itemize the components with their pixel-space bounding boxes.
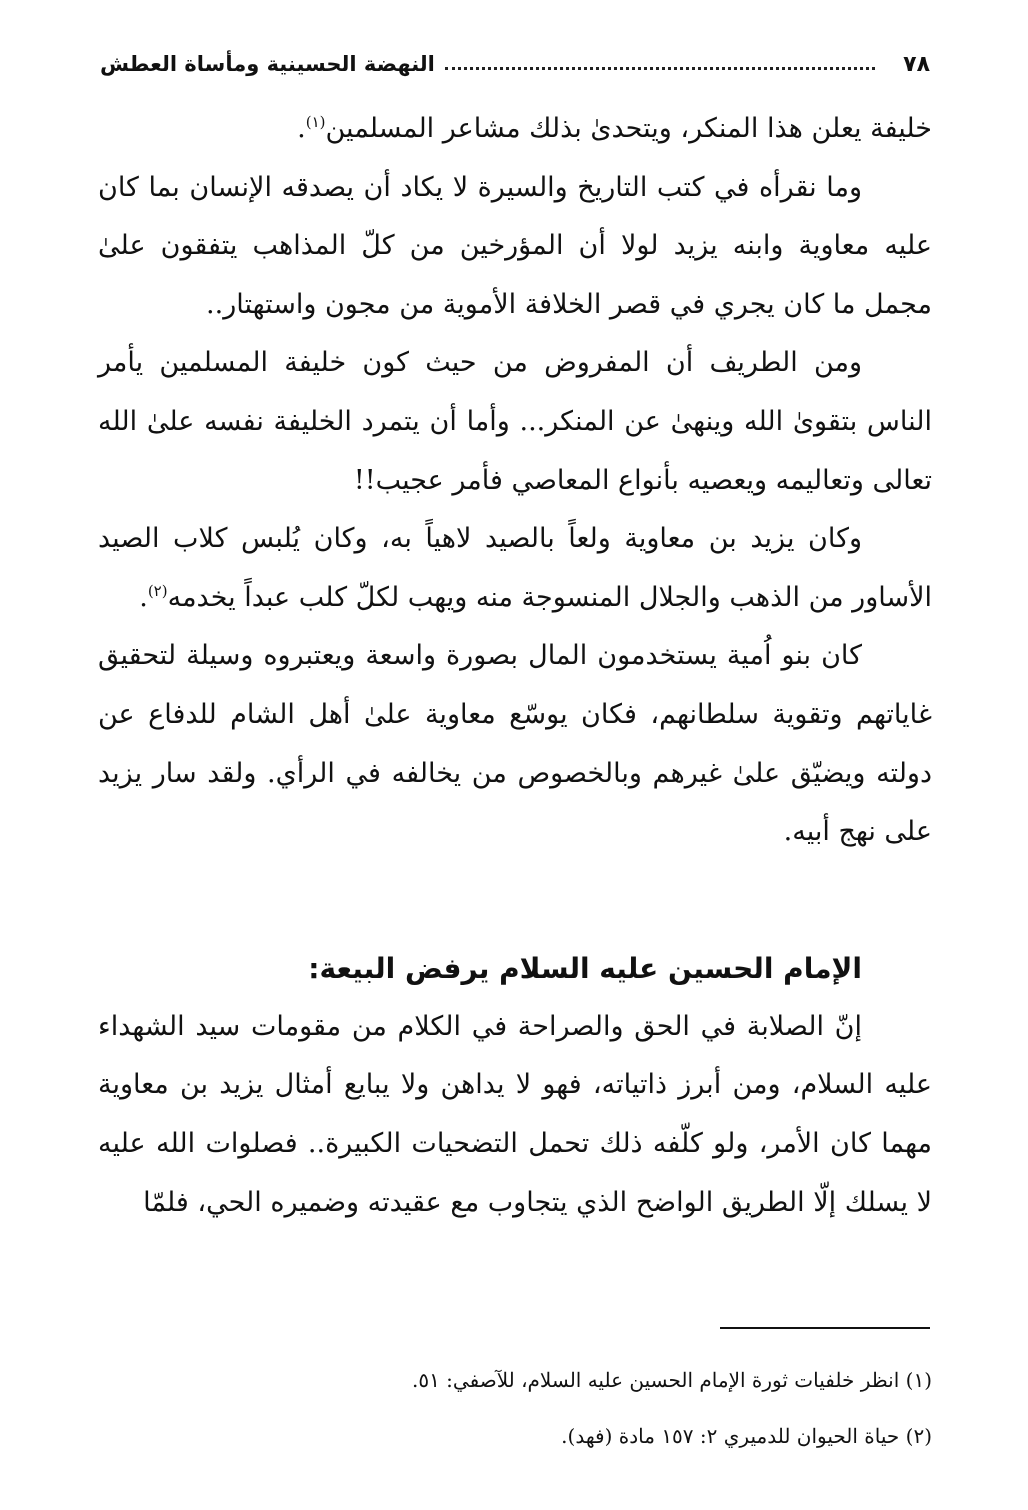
body-text	[98, 100, 932, 1232]
header-dotted-leader	[445, 67, 875, 70]
footnote-2: (٢) حياة الحيوان للدميري ٢: ١٥٧ مادة (فهد).	[561, 1424, 932, 1448]
paragraph-3: ومن الطريف أن المفروض من حيث كون خليفة المسلمين يأمر الناس بتقوىٰ الله وينهىٰ عن المنكر... وأما أن يتمرد الخليفة نفسه علىٰ الله تعالى وتعاليمه ويعصيه بأنواع المعاصي فأمر عجيب!!	[98, 347, 932, 496]
paragraph-4	[98, 510, 932, 627]
footnote-ref-1: (١)	[305, 113, 326, 131]
paragraph-1	[98, 100, 932, 159]
paragraph-4-end: .	[139, 581, 148, 613]
running-title: النهضة الحسينية ومأساة العطش	[100, 52, 435, 76]
paragraph-2: وما نقرأه في كتب التاريخ والسيرة لا يكاد أن يصدقه الإنسان بما كان عليه معاوية وابنه يزيد لولا أن المؤرخين من كلّ المذاهب يتفقون علىٰ مجمل ما كان يجري في قصر الخلافة الأموية من مجون واستهتار..	[98, 171, 932, 320]
page-header	[100, 44, 930, 84]
paragraph-1-text: خليفة يعلن هذا المنكر، ويتحدىٰ بذلك مشاعر المسلمين	[325, 113, 932, 144]
paragraph-5: كان بنو اُمية يستخدمون المال بصورة واسعة ويعتبروه وسيلة لتحقيق غاياتهم وتقوية سلطانهم، فكان يوسّع معاوية علىٰ أهل الشام للدفاع عن دولته ويضيّق علىٰ غيرهم وبالخصوص من يخالفه في الرأي. ولقد سار يزيد على نهج أبيه.	[98, 640, 932, 848]
footnotes	[98, 1352, 932, 1464]
section-heading: الإمام الحسين عليه السلام يرفض البيعة:	[308, 951, 862, 985]
footnote-separator	[720, 1327, 930, 1329]
footnote-1: (١) انظر خلفيات ثورة الإمام الحسين عليه السلام، للآصفي: ٥١.	[411, 1368, 932, 1392]
paragraph-6: إنّ الصلابة في الحق والصراحة في الكلام من مقومات سيد الشهداء عليه السلام، ومن أبرز ذاتياته، فهو لا يداهن ولا يبايع أمثال يزيد بن معاوية مهما كان الأمر، ولو كلّفه ذلك تحمل التضحيات الكبيرة.. فصلوات الله عليه لا يسلك إلّا الطريق الواضح الذي يتجاوب مع عقيدته وضميره الحي، فلمّا	[98, 1010, 932, 1218]
paragraph-4-text: وكان يزيد بن معاوية ولعاً بالصيد لاهياً به، وكان يُلبس كلاب الصيد الأساور من الذهب والجلال المنسوجة منه ويهب لكلّ كلب عبداً يخدمه	[98, 523, 932, 613]
paragraph-1-end: .	[297, 113, 306, 144]
footnote-ref-2: (٢)	[147, 581, 168, 600]
page-number: ٧٨	[903, 51, 930, 77]
